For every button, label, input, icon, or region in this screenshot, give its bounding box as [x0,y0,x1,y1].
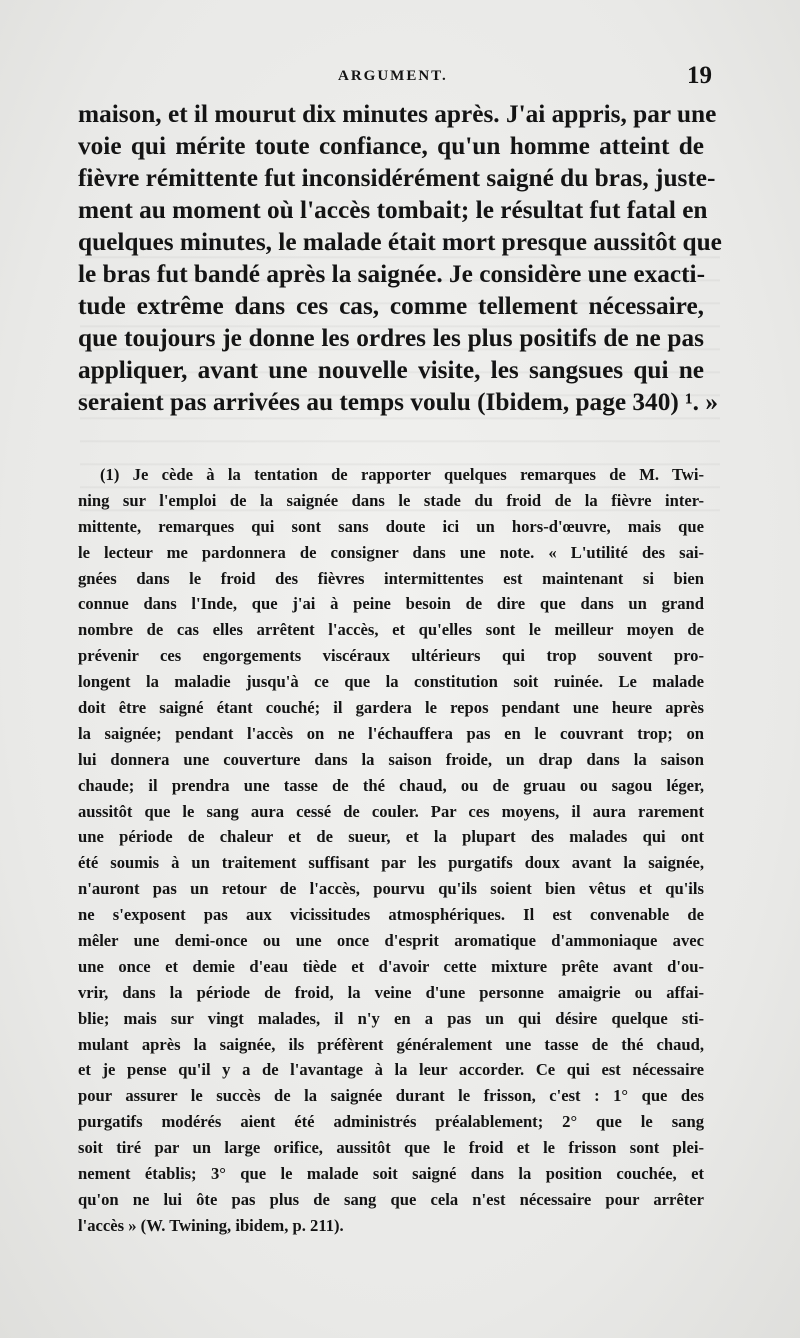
footnote-line: vrir, dans la période de froid, la veine d'une personne amaigrie ou affai- [78,982,704,1002]
footnote-line: gnées dans le froid des fièvres intermittentes est maintenant si bien [78,568,704,588]
footnote-line: n'auront pas un retour de l'accès, pourvu qu'ils soient bien vêtus et qu'ils [78,879,704,899]
main-text-line: appliquer, avant une nouvelle visite, les sangsues qui ne [78,356,704,384]
footnote-line: chaude; il prendra une tasse de thé chaud, ou de gruau ou sagou léger, [78,775,704,795]
footnote-line: soit tiré par un large orifice, aussitôt que le froid et le frisson sont plei- [78,1138,704,1158]
main-text-line: fièvre rémittente fut inconsidérément saigné du bras, juste- [78,164,716,192]
footnote-line: blie; mais sur vingt malades, il n'y en a pas un qui désire quelque sti- [78,1008,704,1028]
footnote-line: une période de chaleur et de sueur, et la plupart des malades qui ont [78,827,704,847]
main-text-line: seraient pas arrivées au temps voulu (Ibidem, page 340) ¹. » [78,388,718,416]
main-paragraph [78,98,722,418]
footnote-line: mittente, remarques qui sont sans doute ici un hors-d'œuvre, mais que [78,516,704,536]
footnote-line: nombre de cas elles arrêtent l'accès, et qu'elles sont le meilleur moyen de [78,620,704,640]
footnote-line: été soumis à un traitement suffisant par les purgatifs doux avant la saignée, [78,853,704,873]
main-text-line: que toujours je donne les ordres les plus positifs de ne pas [78,324,704,352]
footnote-line: connue dans l'Inde, que j'ai à peine besoin de dire que dans un grand [78,594,704,614]
main-text-line: voie qui mérite toute confiance, qu'un homme atteint de [78,132,704,160]
page-number: 19 [687,62,712,89]
running-head: ARGUMENT. [338,68,448,84]
footnote-line: la saignée; pendant l'accès on ne l'échauffera pas en le couvrant trop; on [78,723,704,743]
page-header [80,62,712,96]
footnote-line: longent la maladie jusqu'à ce que la constitution soit ruinée. Le malade [78,672,704,692]
footnote-line: (1) Je cède à la tentation de rapporter quelques remarques de M. Twi- [100,465,704,484]
footnote [78,462,704,1239]
footnote-line: et je pense qu'il y a de l'avantage à la leur accorder. Ce qui est nécessaire [78,1060,704,1080]
footnote-line: aussitôt que le sang aura cessé de couler. Par ces moyens, il aura rarement [78,801,704,821]
footnote-line: nement établis; 3° que le malade soit saigné dans la position couchée, et [78,1164,704,1184]
footnote-line: prévenir ces engorgements viscéraux ultérieurs qui trop souvent pro- [78,646,704,666]
footnote-line: ning sur l'emploi de la saignée dans le stade du froid de la fièvre inter- [78,490,704,510]
footnote-line: une once et demie d'eau tiède et d'avoir cette mixture prête avant d'ou- [78,956,704,976]
main-text-line: ment au moment où l'accès tombait; le résultat fut fatal en [78,196,708,224]
footnote-line: le lecteur me pardonnera de consigner dans une note. « L'utilité des sai- [78,542,704,562]
main-text-line: tude extrême dans ces cas, comme tellement nécessaire, [78,292,704,320]
footnote-line: pour assurer le succès de la saignée durant le frisson, c'est : 1° que des [78,1086,704,1106]
footnote-line: ne s'exposent pas aux vicissitudes atmosphériques. Il est convenable de [78,905,704,925]
footnote-line: mêler une demi-once ou une once d'esprit aromatique d'ammoniaque avec [78,931,704,951]
footnote-line: mulant après la saignée, ils préfèrent généralement une tasse de thé chaud, [78,1034,704,1054]
main-text-line: le bras fut bandé après la saignée. Je considère une exacti- [78,260,705,288]
main-text-line: maison, et il mourut dix minutes après. J'ai appris, par une [78,100,717,128]
footnote-line: qu'on ne lui ôte pas plus de sang que cela n'est nécessaire pour arrêter [78,1189,704,1209]
footnote-line: lui donnera une couverture dans la saison froide, un drap dans la saison [78,749,704,769]
footnote-line: l'accès » (W. Twining, ibidem, p. 211). [78,1215,344,1235]
main-text-line: quelques minutes, le malade était mort presque aussitôt que [78,228,722,256]
footnote-line: purgatifs modérés aient été administrés préalablement; 2° que le sang [78,1112,704,1132]
footnote-line: doit être saigné étant couché; il gardera le repos pendant une heure après [78,698,704,718]
